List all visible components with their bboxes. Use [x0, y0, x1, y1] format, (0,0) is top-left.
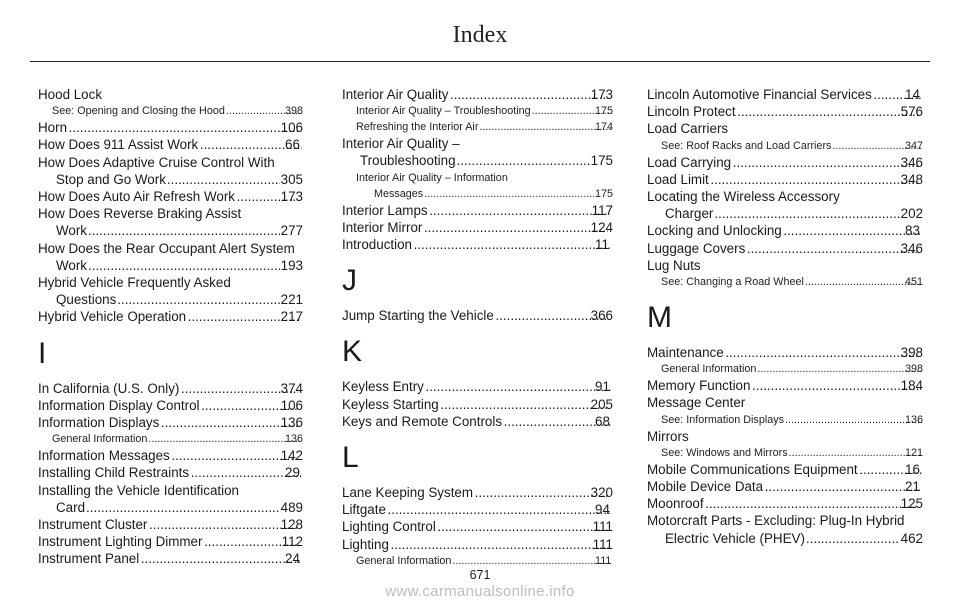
- page-ref[interactable]: 489: [280, 499, 303, 515]
- page-ref[interactable]: 184: [900, 378, 923, 394]
- entry-text: Load Carrying: [647, 154, 732, 170]
- page-ref[interactable]: 111: [592, 519, 613, 535]
- dot-leader: [452, 553, 612, 569]
- entry-text: Mobile Device Data: [647, 479, 764, 495]
- entry-text: Keys and Remote Controls: [342, 413, 503, 429]
- entry-text: See: Windows and Mirrors: [661, 446, 788, 459]
- dot-leader: [746, 240, 917, 257]
- index-entry[interactable]: [38, 86, 303, 103]
- entry-text: Hybrid Vehicle Operation: [38, 309, 187, 325]
- index-entry[interactable]: [38, 205, 303, 239]
- index-column-2: [342, 86, 613, 569]
- index-subentry[interactable]: [38, 103, 303, 119]
- index-column-1: [38, 86, 303, 568]
- page-ref[interactable]: 124: [590, 219, 613, 235]
- index-entry[interactable]: [38, 414, 303, 431]
- dot-leader: [785, 412, 922, 428]
- page-number: 671: [469, 568, 491, 582]
- index-entry[interactable]: Lincoln Automotive Financial Services ..... 14: [647, 86, 923, 103]
- index-entry[interactable]: [38, 308, 303, 325]
- entry-text: Interior Mirror: [342, 219, 423, 235]
- entry-text: See: Roof Racks and Load Carriers: [661, 139, 832, 152]
- entry-text: Instrument Lighting Dimmer: [38, 534, 203, 550]
- entry-continuation: Questions: [56, 292, 117, 308]
- index-entry[interactable]: Liftgate ..... 94: [342, 501, 613, 518]
- entry-text: Motorcraft Parts - Excluding: Plug-In Hybrid: [647, 513, 905, 529]
- entry-text: Lane Keeping System: [342, 485, 474, 501]
- watermark: www.carmanualsonline.info: [385, 583, 575, 600]
- page-ref[interactable]: 576: [900, 104, 923, 120]
- entry-text: Lighting Control: [342, 519, 436, 535]
- index-entry[interactable]: [38, 274, 303, 308]
- page-ref[interactable]: 320: [590, 485, 613, 501]
- page-title: Index: [452, 22, 508, 48]
- dot-leader: [88, 222, 280, 239]
- entry-text: Installing the Vehicle Identification: [38, 482, 239, 498]
- entry-text: How Does Reverse Braking Assist: [38, 206, 242, 222]
- index-entry[interactable]: [38, 516, 303, 533]
- entry-continuation: Electric Vehicle (PHEV): [665, 530, 805, 546]
- entry-continuation: Card: [56, 499, 86, 515]
- page-ref[interactable]: 305: [280, 171, 303, 187]
- dot-leader: [140, 550, 302, 567]
- entry-text: Mirrors: [647, 428, 689, 444]
- index-subentry[interactable]: [38, 431, 303, 447]
- index-subentry[interactable]: [647, 445, 923, 461]
- entry-text: Locking and Unlocking: [647, 223, 782, 239]
- page-ref[interactable]: 175: [594, 187, 613, 200]
- entry-text: Lincoln Protect: [647, 104, 736, 120]
- entry-text: Horn: [38, 120, 68, 136]
- page-ref[interactable]: 462: [900, 530, 923, 546]
- entry-text: Locating the Wireless Accessory: [647, 189, 840, 205]
- page-ref[interactable]: 346: [900, 240, 923, 256]
- dot-leader: [148, 431, 302, 447]
- entry-text: How Does Auto Air Refresh Work: [38, 189, 235, 205]
- index-entry[interactable]: Locking and Unlocking ..... 83: [647, 222, 923, 239]
- entry-text: Maintenance: [647, 345, 724, 361]
- index-entry[interactable]: [647, 171, 923, 188]
- entry-continuation: Troubleshooting: [360, 153, 456, 169]
- index-entry[interactable]: [38, 380, 303, 397]
- index-entry[interactable]: [647, 394, 923, 411]
- index-entry[interactable]: [38, 482, 303, 516]
- dot-leader: [167, 171, 280, 188]
- dot-leader: [705, 495, 918, 512]
- index-column-3: [647, 86, 923, 547]
- entry-text: See: Opening and Closing the Hood: [52, 105, 225, 118]
- entry-text: See: Information Displays: [661, 413, 785, 426]
- dot-leader: [751, 377, 917, 394]
- entry-text: General Information: [52, 433, 148, 446]
- dot-leader: [449, 86, 607, 103]
- section-letter: I: [38, 336, 47, 370]
- index-entry[interactable]: [647, 495, 923, 512]
- index-entry[interactable]: [38, 533, 303, 550]
- title-rule: [30, 61, 930, 62]
- entry-text: Information Messages: [38, 448, 170, 464]
- entry-continuation: Work: [56, 223, 87, 239]
- index-entry[interactable]: [342, 536, 613, 553]
- entry-text: Message Center: [647, 395, 746, 411]
- entry-continuation: Stop and Go Work: [56, 171, 166, 187]
- page-ref[interactable]: 202: [900, 206, 923, 222]
- index-entry[interactable]: Keys and Remote Controls ..... 68: [342, 413, 613, 430]
- section-letter: M: [647, 301, 672, 335]
- dot-leader: [387, 501, 612, 518]
- index-subentry[interactable]: [342, 119, 613, 135]
- index-entry[interactable]: [647, 188, 923, 222]
- index-subentry[interactable]: [647, 138, 923, 154]
- dot-leader: [725, 344, 918, 361]
- entry-text: Information Display Control: [38, 397, 200, 413]
- entry-text: See: Changing a Road Wheel: [661, 276, 804, 289]
- index-entry[interactable]: [647, 512, 923, 546]
- dot-leader: [783, 222, 922, 239]
- index-subentry[interactable]: General Information ..... 111: [342, 553, 613, 569]
- entry-text: General Information: [356, 554, 452, 567]
- index-entry[interactable]: [647, 154, 923, 171]
- page-ref[interactable]: 221: [280, 292, 303, 308]
- page-ref[interactable]: 173: [590, 87, 613, 102]
- dot-leader: [440, 396, 608, 413]
- index-entry[interactable]: Instrument Panel ..... 24: [38, 550, 303, 567]
- index-entry[interactable]: Mobile Communications Equipment ..... 16: [647, 461, 923, 478]
- entry-text: Information Displays: [38, 415, 160, 431]
- section-letter: K: [342, 335, 363, 369]
- entry-text: Jump Starting the Vehicle: [342, 308, 494, 324]
- entry-continuation: Charger: [665, 206, 714, 222]
- dot-leader: [160, 414, 297, 431]
- dot-leader: [148, 516, 297, 533]
- page-ref[interactable]: 175: [590, 153, 613, 169]
- dot-leader: [806, 530, 900, 547]
- dot-leader: [424, 186, 594, 202]
- page-ref[interactable]: 173: [280, 189, 303, 205]
- entry-text: Load Limit: [647, 171, 709, 187]
- dot-leader: [710, 171, 918, 188]
- index-entry[interactable]: [342, 396, 613, 413]
- page-ref[interactable]: 112: [281, 534, 303, 550]
- page-ref[interactable]: 398: [900, 345, 923, 361]
- page-ref[interactable]: 205: [590, 396, 613, 412]
- dot-leader: [457, 152, 590, 169]
- entry-text: Instrument Panel: [38, 551, 140, 567]
- index-entry[interactable]: [342, 219, 613, 236]
- entry-text: How Does Adaptive Cruise Control With: [38, 154, 275, 170]
- index-subentry[interactable]: [647, 361, 923, 377]
- index-entry[interactable]: [647, 240, 923, 257]
- page-ref[interactable]: 193: [280, 257, 303, 273]
- page-ref[interactable]: 346: [900, 154, 923, 170]
- page-ref[interactable]: 277: [280, 223, 303, 239]
- index-entry[interactable]: [647, 120, 923, 137]
- dot-leader: [789, 445, 922, 461]
- entry-text: Memory Function: [647, 378, 751, 394]
- entry-text: General Information: [661, 363, 757, 376]
- entry-text: Hybrid Vehicle Frequently Asked: [38, 275, 231, 291]
- dot-leader: [68, 119, 298, 136]
- dot-leader: [732, 154, 918, 171]
- page-ref[interactable]: 106: [280, 397, 303, 413]
- dot-leader: [423, 219, 607, 236]
- index-entry[interactable]: Installing Child Restraints ..... 29: [38, 464, 303, 481]
- entry-text: How Does the Rear Occupant Alert System: [38, 240, 295, 256]
- page-ref[interactable]: 117: [591, 202, 613, 218]
- index-entry[interactable]: [342, 86, 613, 103]
- entry-text: Lug Nuts: [647, 257, 701, 273]
- index-entry[interactable]: [38, 240, 303, 274]
- dot-leader: [764, 478, 922, 495]
- index-entry[interactable]: [38, 447, 303, 464]
- dot-leader: [171, 447, 298, 464]
- index-entry[interactable]: How Does 911 Assist Work ..... 66: [38, 136, 303, 153]
- entry-text: Refreshing the Interior Air: [356, 121, 479, 134]
- page-ref[interactable]: 348: [900, 171, 923, 187]
- index-entry[interactable]: [647, 344, 923, 361]
- index-entry[interactable]: [342, 202, 613, 219]
- dot-leader: [413, 236, 612, 253]
- index-entry[interactable]: [342, 135, 613, 169]
- dot-leader: [86, 499, 280, 516]
- dot-leader: [437, 518, 610, 535]
- dot-leader: [737, 103, 918, 120]
- entry-text: Instrument Cluster: [38, 517, 148, 533]
- index-entry[interactable]: Keyless Entry ..... 91: [342, 378, 613, 395]
- entry-text: How Does 911 Assist Work: [38, 137, 199, 153]
- page-ref[interactable]: 111: [592, 536, 613, 552]
- entry-continuation: Messages: [374, 187, 424, 200]
- index-entry[interactable]: [647, 377, 923, 394]
- entry-text: Installing Child Restraints: [38, 465, 190, 481]
- page-ref[interactable]: 142: [280, 448, 303, 464]
- entry-text: Lincoln Automotive Financial Services: [647, 87, 872, 102]
- index-entry[interactable]: [38, 119, 303, 136]
- page-ref[interactable]: 217: [280, 309, 303, 325]
- entry-text: Liftgate: [342, 502, 386, 518]
- index-entry[interactable]: [342, 518, 613, 535]
- section-letter: L: [342, 441, 359, 475]
- index-entry[interactable]: [38, 397, 303, 414]
- index-entry[interactable]: Mobile Device Data ..... 21: [647, 478, 923, 495]
- index-subentry[interactable]: [647, 274, 923, 290]
- dot-leader: [474, 484, 608, 501]
- index-entry[interactable]: [647, 103, 923, 120]
- index-entry[interactable]: Introduction ..... 11: [342, 236, 613, 253]
- dot-leader: [429, 202, 609, 219]
- index-entry[interactable]: [38, 188, 303, 205]
- dot-leader: [117, 291, 279, 308]
- dot-leader: [757, 361, 922, 377]
- entry-text: Interior Lamps: [342, 202, 428, 218]
- index-entry[interactable]: [342, 307, 613, 324]
- entry-text: Moonroof: [647, 496, 704, 512]
- page-ref[interactable]: 128: [280, 517, 303, 533]
- entry-text: Load Carriers: [647, 121, 729, 137]
- dot-leader: [479, 119, 612, 135]
- index-entry[interactable]: [38, 154, 303, 188]
- entry-text: Interior Air Quality: [342, 87, 449, 102]
- entry-text: Interior Air Quality –: [342, 136, 460, 152]
- page-ref[interactable]: 366: [590, 308, 613, 324]
- entry-text: Interior Air Quality – Troubleshooting: [356, 105, 531, 118]
- entry-text: Interior Air Quality – Information: [356, 171, 508, 184]
- index-subentry[interactable]: [342, 103, 613, 119]
- entry-continuation: Work: [56, 257, 87, 273]
- entry-text: Introduction: [342, 237, 412, 253]
- index-entry[interactable]: [647, 257, 923, 274]
- page-ref[interactable]: 125: [900, 496, 923, 512]
- index-subentry[interactable]: [647, 412, 923, 428]
- entry-text: In California (U.S. Only): [38, 380, 180, 396]
- page-ref[interactable]: 374: [280, 380, 303, 396]
- entry-text: Hood Lock: [38, 87, 103, 102]
- entry-text: Luggage Covers: [647, 240, 746, 256]
- entry-text: Lighting: [342, 536, 389, 552]
- index-entry[interactable]: [647, 428, 923, 445]
- dot-leader: [714, 205, 899, 222]
- page-ref[interactable]: 106: [280, 120, 303, 136]
- section-letter: J: [342, 264, 357, 298]
- entry-text: Keyless Entry: [342, 379, 424, 395]
- page-ref[interactable]: 136: [280, 415, 303, 431]
- entry-text: Mobile Communications Equipment: [647, 461, 858, 477]
- dot-leader: [425, 378, 612, 395]
- dot-leader: [88, 257, 280, 274]
- index-entry[interactable]: [342, 484, 613, 501]
- index-subentry[interactable]: [342, 170, 613, 202]
- dot-leader: [390, 536, 610, 553]
- entry-text: Keyless Starting: [342, 396, 439, 412]
